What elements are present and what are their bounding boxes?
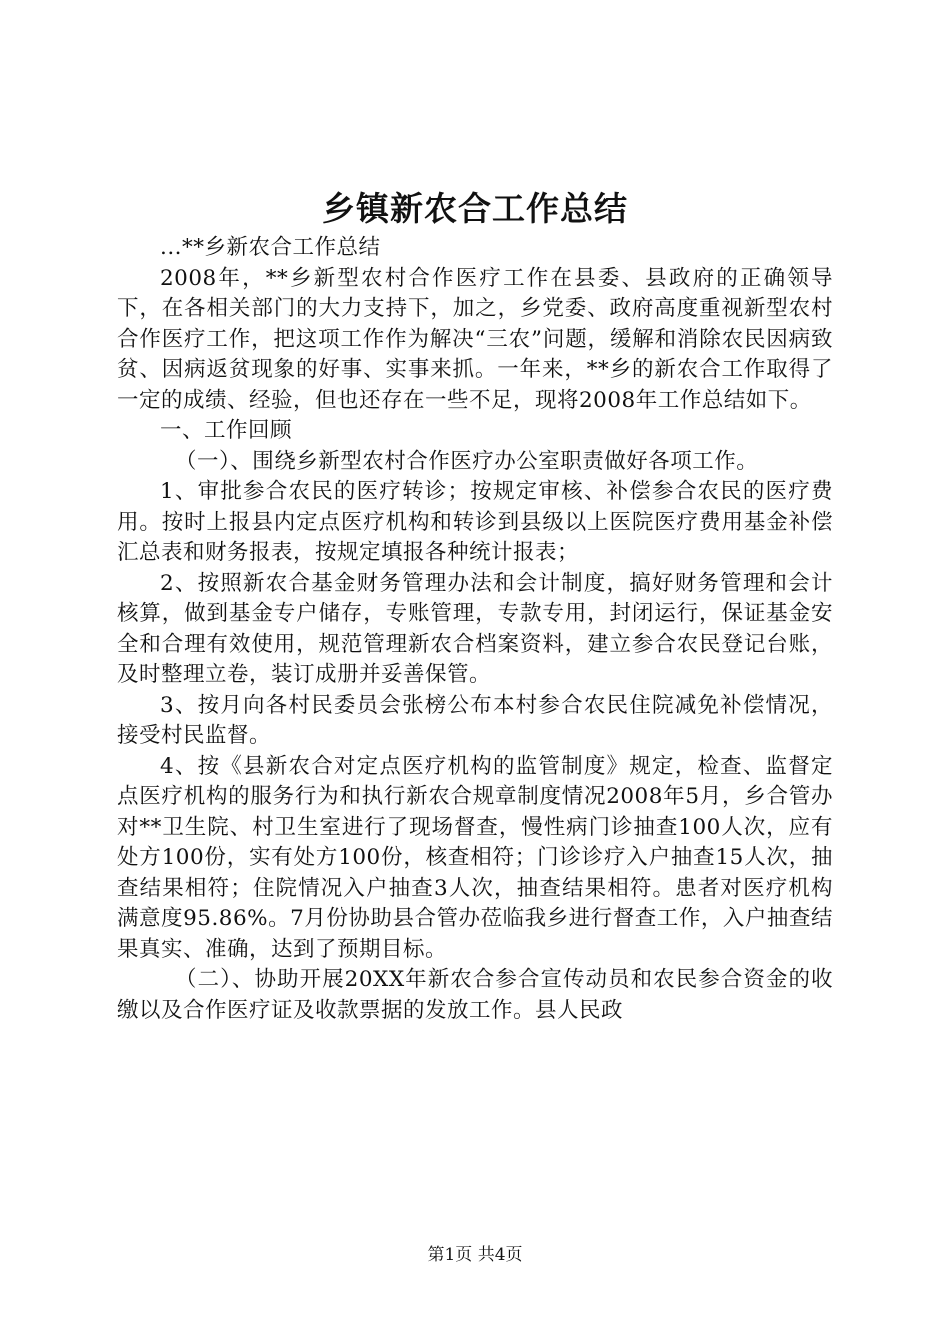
subsection-heading-1: （一）、围绕乡新型农村合作医疗办公室职责做好各项工作。: [175, 448, 759, 474]
document-body: [117, 233, 833, 1026]
paragraph-subtitle: ...**乡新农合工作总结: [160, 235, 381, 260]
page-number-footer: 第1页 共4页: [427, 1245, 523, 1265]
paragraph-intro: 2008年，**乡新型农村合作医疗工作在县委、县政府的正确领导下，在各相关部门的大力支持下，加之，乡党委、政府高度重视新型农村合作医疗工作，把这项工作作为解决“三农”问题，缓解和消除农民因病致贫、因病返贫现象的好事、实事来抓。一年来，**乡的新农合工作取得了一定的成绩、经验，但也还存在一些不足，现将2008年工作总结如下。: [117, 265, 833, 413]
list-item-3: 3、按月向各村民委员会张榜公布本村参合农民住院减免补偿情况，接受村民监督。: [117, 692, 833, 748]
list-item-1: 1、审批参合农民的医疗转诊；按规定审核、补偿参合农民的医疗费用。按时上报县内定点医疗机构和转诊到县级以上医院医疗费用基金补偿汇总表和财务报表，按规定填报各种统计报表；: [117, 479, 833, 565]
list-item-2: 2、按照新农合基金财务管理办法和会计制度，搞好财务管理和会计核算，做到基金专户储存，专账管理，专款专用，封闭运行，保证基金安全和合理有效使用，规范管理新农合档案资料，建立参合农民登记台账，及时整理立卷，装订成册并妥善保管。: [117, 570, 833, 687]
list-item-4: 4、按《县新农合对定点医疗机构的监管制度》规定，检查、监督定点医疗机构的服务行为和执行新农合规章制度情况2008年5月，乡合管办对**卫生院、村卫生室进行了现场督查，慢性病门诊抽查100人次，应有处方100份，实有处方100份，核查相符；门诊诊疗入户抽查15人次，抽查结果相符；住院情况入户抽查3人次，抽查结果相符。患者对医疗机构满意度95.86%。7月份协助县合管办莅临我乡进行督查工作，入户抽查结果真实、准确，达到了预期目标。: [117, 753, 833, 962]
document-title: 乡镇新农合工作总结: [322, 189, 628, 228]
section-heading-work-review: 一、工作回顾: [160, 418, 293, 443]
subsection-heading-2: （二）、协助开展20XX年新农合参合宣传动员和农民参合资金的收缴以及合作医疗证及收款票据的发放工作。县人民政: [117, 967, 833, 1023]
